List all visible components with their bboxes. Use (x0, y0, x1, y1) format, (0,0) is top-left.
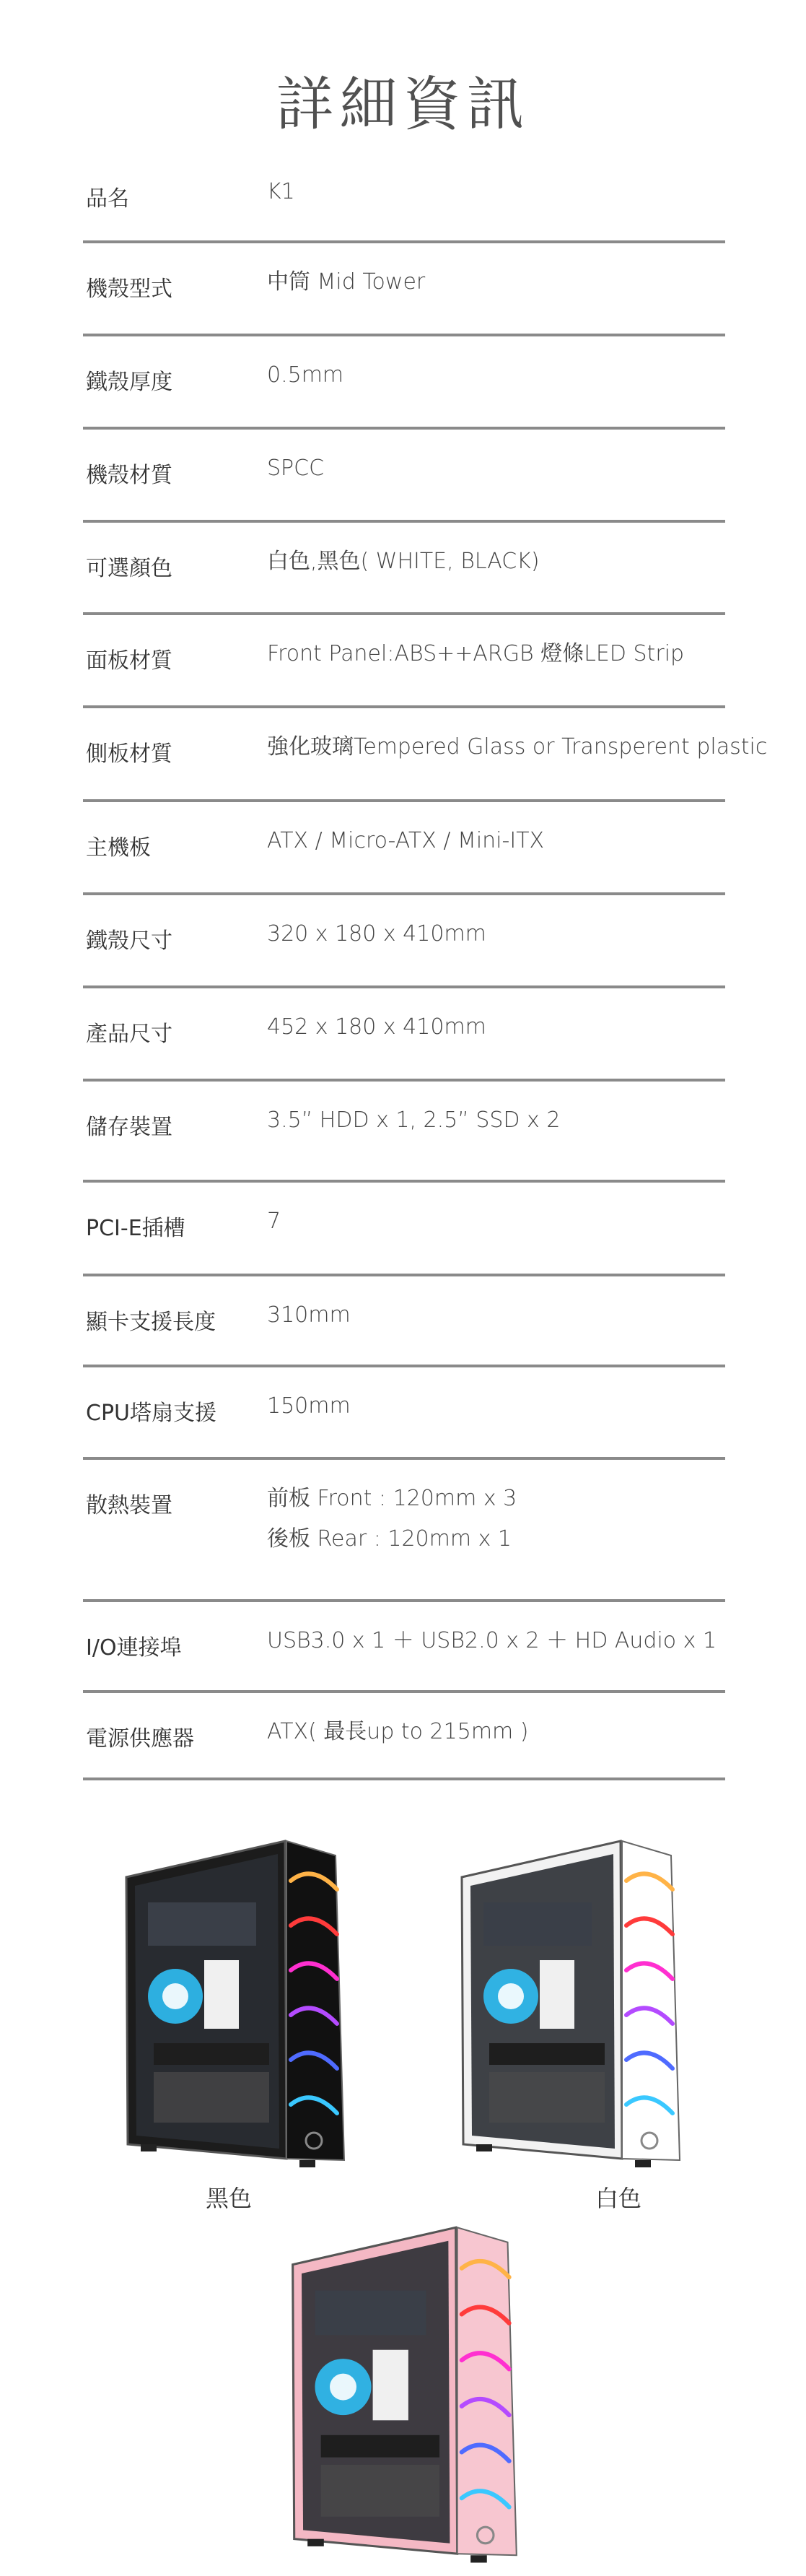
spec-row (83, 1183, 725, 1276)
case-foot (635, 2160, 651, 2167)
spec-value: ATX / Micro-ATX / Mini-ITX (267, 828, 545, 853)
spec-value: 白色,黑色( WHITE, BLACK) (267, 549, 540, 574)
graphics-card (154, 2043, 269, 2065)
spec-row (83, 615, 725, 708)
spec-value: 452 x 180 x 410mm (267, 1014, 486, 1040)
page-title: 詳細資訊 (276, 71, 530, 138)
spec-label: 電源供應器 (86, 1726, 194, 1752)
case-psu-shroud-top (483, 1902, 592, 1946)
case-pink-image (285, 2220, 538, 2576)
spec-label: 顯卡支援長度 (86, 1310, 216, 1335)
caption-white: 白色 (595, 2185, 642, 2212)
spec-row (83, 148, 725, 243)
spec-value: 前板 Front : 120mm x 3 (267, 1486, 517, 1511)
psu-area (321, 2465, 439, 2517)
spec-value: SPCC (267, 456, 325, 481)
graphics-card (321, 2435, 439, 2458)
case-foot (299, 2160, 315, 2167)
spec-row (83, 243, 725, 336)
psu-area (154, 2072, 269, 2123)
psu-area (489, 2072, 605, 2123)
spec-value: K1 (267, 179, 295, 204)
spec-value: 150mm (267, 1393, 351, 1419)
cpu-fan-hub (162, 1983, 188, 2009)
spec-value: 7 (267, 1209, 281, 1234)
spec-row (83, 895, 725, 988)
ram-cooler (204, 1960, 239, 2029)
spec-label: 散熱裝置 (86, 1493, 172, 1518)
spec-label: 側板材質 (86, 741, 172, 767)
ram-cooler (373, 2350, 408, 2421)
spec-row (83, 1602, 725, 1693)
spec-row (83, 1276, 725, 1367)
spec-label: 機殼型式 (86, 277, 172, 302)
spec-label: CPU塔扇支援 (86, 1401, 216, 1426)
spec-value: 中筒 Mid Tower (267, 269, 426, 295)
case-psu-shroud-top (148, 1902, 256, 1946)
spec-value: 強化玻璃Tempered Glass or Transperent plastic (267, 734, 768, 760)
spec-row (83, 336, 725, 430)
spec-label: 可選顏色 (86, 556, 172, 581)
spec-label: 品名 (86, 186, 129, 212)
case-psu-shroud-top (315, 2291, 426, 2336)
spec-value: 320 x 180 x 410mm (267, 921, 486, 947)
spec-label: 儲存裝置 (86, 1115, 172, 1140)
spec-value: ATX( 最長up to 215mm ) (267, 1719, 529, 1744)
case-foot (470, 2555, 487, 2562)
spec-table (83, 148, 768, 1780)
spec-row (83, 1367, 725, 1460)
caption-black: 黑色 (206, 2185, 253, 2212)
spec-value: 後板 Rear : 120mm x 1 (267, 1526, 512, 1552)
spec-value: 3.5” HDD x 1, 2.5” SSD x 2 (267, 1108, 561, 1133)
spec-value: 0.5mm (267, 362, 344, 388)
spec-label: 鐵殼尺寸 (86, 928, 172, 954)
product-gallery (0, 1819, 806, 2576)
spec-row (83, 523, 725, 615)
spec-value: Front Panel:ABS++ARGB 燈條LED Strip (267, 641, 685, 666)
spec-label: 面板材質 (86, 648, 172, 674)
spec-row (83, 802, 725, 895)
spec-row (83, 1693, 725, 1780)
spec-row (83, 1082, 725, 1183)
spec-label: 機殼材質 (86, 463, 172, 488)
spec-row (83, 430, 725, 523)
ram-cooler (540, 1960, 574, 2029)
spec-row (83, 988, 725, 1082)
cpu-fan-hub (498, 1983, 524, 2009)
spec-label: I/O連接埠 (86, 1635, 182, 1661)
spec-label: PCI-E插槽 (86, 1216, 185, 1241)
spec-row (83, 1460, 725, 1602)
spec-row (83, 708, 768, 802)
spec-value: USB3.0 x 1 ＋ USB2.0 x 2 ＋ HD Audio x 1 (267, 1628, 717, 1653)
case-foot (141, 2144, 157, 2151)
case-foot (476, 2144, 492, 2151)
cpu-fan-hub (330, 2374, 356, 2401)
spec-label: 主機板 (86, 835, 151, 861)
case-black-image (119, 1834, 364, 2173)
case-foot (307, 2539, 324, 2546)
case-white-image (455, 1834, 700, 2173)
spec-value: 310mm (267, 1302, 351, 1328)
graphics-card (489, 2043, 605, 2065)
spec-label: 產品尺寸 (86, 1022, 172, 1047)
spec-label: 鐵殼厚度 (86, 370, 172, 395)
